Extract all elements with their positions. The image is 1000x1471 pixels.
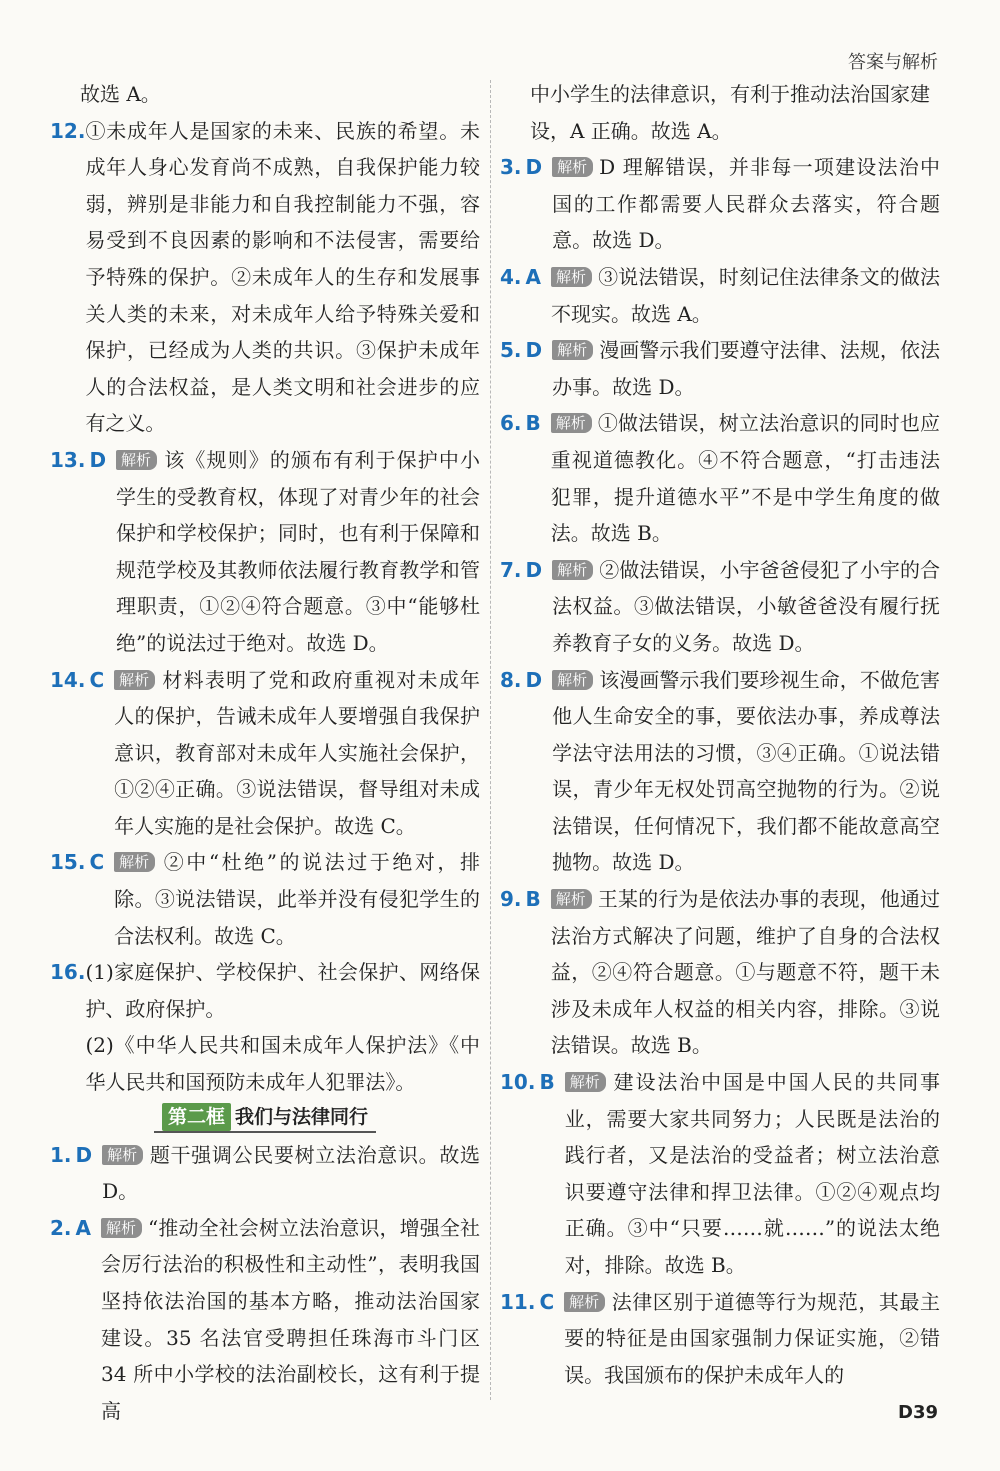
item-number: 3. D bbox=[500, 155, 543, 180]
analysis-tag: 解析 bbox=[552, 157, 593, 177]
right-column bbox=[500, 76, 940, 1393]
item-number: 2. A bbox=[50, 1215, 91, 1240]
answer-item-16 bbox=[50, 954, 480, 1100]
answer-letter: C bbox=[539, 1289, 555, 1314]
analysis-tag: 解析 bbox=[114, 852, 155, 872]
answer-letter: C bbox=[89, 850, 105, 875]
item-text: 解析 建设法治中国是中国人民的共同事业，需要大家共同努力；人民既是法治的践行者，又是法治的受益者；树立法治意识要遵守法律和捍卫法律。①②④观点均正确。③中“只要……就……”的说法太绝对，排除。故选 B。 bbox=[564, 1070, 940, 1277]
answer-letter: D bbox=[525, 667, 543, 692]
answer-item-13 bbox=[50, 442, 480, 662]
answer-letter: D bbox=[525, 155, 543, 180]
item-text: 解析 漫画警示我们要遵守法律、法规，依法办事。故选 D。 bbox=[552, 338, 940, 399]
analysis-tag: 解析 bbox=[552, 340, 593, 360]
column-divider bbox=[490, 80, 491, 1400]
answer-item-s9 bbox=[500, 881, 940, 1064]
item-number: 6. B bbox=[500, 411, 541, 436]
answer-letter: D bbox=[75, 1142, 93, 1167]
answer-item-s1 bbox=[50, 1137, 480, 1210]
item-number: 16. bbox=[50, 960, 86, 985]
item-text: 解析 ②中“杜绝”的说法过于绝对，排除。③说法错误，此举并没有侵犯学生的合法权利。故选 C。 bbox=[114, 850, 480, 948]
analysis-tag: 解析 bbox=[564, 1292, 605, 1312]
analysis-tag: 解析 bbox=[565, 1072, 606, 1092]
answer-item-s2 bbox=[50, 1210, 480, 1430]
item-text: 解析 “推动全社会树立法治意识，增强全社会厉行法治的积极性和主动性”，表明我国坚持依法治国的基本方略，推动法治国家建设。35 名法官受聘担任珠海市斗门区 34 所中小学校的法治副校长，这有利于提高 bbox=[101, 1215, 480, 1423]
answer-item-s6 bbox=[500, 405, 940, 551]
analysis-tag: 解析 bbox=[551, 889, 592, 909]
analysis-tag: 解析 bbox=[101, 1218, 142, 1238]
item-number: 12. bbox=[50, 118, 86, 143]
page-number: D39 bbox=[898, 1402, 938, 1423]
left-column bbox=[50, 76, 480, 1429]
answer-item-s7 bbox=[500, 552, 940, 662]
section-title: 第二框 我们与法律同行 bbox=[154, 1103, 376, 1133]
item-text: 解析 王某的行为是依法办事的表现，他通过法治方式解决了问题，维护了自身的合法权益，②④符合题意。①与题意不符，题干未涉及未成年人权益的相关内容，排除。③说法错误。故选 B。 bbox=[550, 887, 940, 1058]
item-number: 13. D bbox=[50, 447, 107, 472]
section-label: 第二框 bbox=[162, 1103, 231, 1131]
answer-letter: A bbox=[525, 264, 541, 289]
analysis-tag: 解析 bbox=[551, 267, 592, 287]
answer-item-s8 bbox=[500, 662, 940, 882]
answer-letter: A bbox=[75, 1215, 91, 1240]
item-number: 8. D bbox=[500, 667, 543, 692]
analysis-tag: 解析 bbox=[102, 1145, 143, 1165]
answer-item-s11 bbox=[500, 1284, 940, 1394]
item-text: 解析 材料表明了党和政府重视对未成年人的保护，告诫未成年人要增强自我保护意识，教育部对未成年人实施社会保护，①②④正确。③说法错误，督导组对未成年人实施的是社会保护。故选 C。 bbox=[114, 667, 480, 838]
header-title: 答案与解析 bbox=[848, 52, 938, 73]
answer-item-s10 bbox=[500, 1064, 940, 1284]
item-text: (1)家庭保护、学校保护、社会保护、网络保护、政府保护。 (2)《中华人民共和国未成年人保护法》《中华人民共和国预防未成年人犯罪法》。 bbox=[85, 960, 480, 1095]
analysis-tag: 解析 bbox=[552, 670, 593, 690]
item-text: 解析 ②做法错误，小宇爸爸侵犯了小宇的合法权益。③做法错误，小敏爸爸没有履行抚养教育子女的义务。故选 D。 bbox=[552, 557, 940, 655]
answer-letter: D bbox=[525, 338, 543, 363]
answer-item-s4 bbox=[500, 259, 940, 332]
answer-letter: D bbox=[89, 447, 107, 472]
item-text: ①未成年人是国家的未来、民族的希望。未成年人身心发育尚不成熟，自我保护能力较弱，辨别是非能力和自我控制能力不强，容易受到不良因素的影响和不法侵害，需要给予特殊的保护。②未成年人的生存和发展事关人类的未来，对未成年人给予特殊关爱和保护，已经成为人类的共识。③保护未成年人的合法权益，是人类文明和社会进步的应有之义。 bbox=[85, 118, 480, 436]
item-number: 7. D bbox=[500, 557, 543, 582]
item-number: 1. D bbox=[50, 1142, 93, 1167]
answer-item-15 bbox=[50, 844, 480, 954]
item-text: 解析 ③说法错误，时刻记住法律条文的做法不现实。故选 A。 bbox=[551, 264, 940, 326]
item-number: 9. B bbox=[500, 887, 541, 912]
answer-item-s5 bbox=[500, 332, 940, 405]
analysis-tag: 解析 bbox=[551, 413, 592, 433]
answer-letter: D bbox=[525, 557, 543, 582]
answer-letter: B bbox=[525, 887, 541, 912]
item-number: 15. C bbox=[50, 850, 105, 875]
item-text: 解析 该《规则》的颁布有利于保护中小学生的受教育权，体现了对青少年的社会保护和学校保护；同时，也有利于保障和规范学校及其教师依法履行教育教学和管理职责，①②④符合题意。③中“能够杜绝”的说法过于绝对。故选 D。 bbox=[116, 447, 480, 655]
analysis-tag: 解析 bbox=[116, 450, 157, 470]
item-text: 解析 题干强调公民要树立法治意识。故选 D。 bbox=[102, 1142, 480, 1204]
answer-item-14 bbox=[50, 662, 480, 845]
answer-item-s3 bbox=[500, 149, 940, 259]
item-number: 11. C bbox=[500, 1289, 555, 1314]
answer-letter: B bbox=[539, 1070, 555, 1095]
analysis-tag: 解析 bbox=[114, 670, 155, 690]
item-number: 14. C bbox=[50, 667, 105, 692]
analysis-tag: 解析 bbox=[552, 560, 593, 580]
item-number: 5. D bbox=[500, 338, 543, 363]
item-text: 解析 D 理解错误，并非每一项建设法治中国的工作都需要人民群众去落实，符合题意。故选 D。 bbox=[552, 155, 940, 253]
item-number: 4. A bbox=[500, 264, 541, 289]
item-number: 10. B bbox=[500, 1070, 555, 1095]
answer-letter: C bbox=[89, 667, 105, 692]
item-text: 解析 ①做法错误，树立法治意识的同时也应重视道德教化。④不符合题意，“打击违法犯罪，提升道德水平”不是中学生角度的做法。故选 B。 bbox=[550, 411, 940, 546]
continued-text: 中小学生的法律意识，有利于推动法治国家建设，A 正确。故选 A。 bbox=[530, 82, 930, 143]
item-text: 解析 该漫画警示我们要珍视生命，不做危害他人生命安全的事，要依法办事，养成尊法学法守法用法的习惯，③④正确。①说法错误，青少年无权处罚高空抛物的行为。②说法错误，任何情况下，我们都不能故意高空抛物。故选 D。 bbox=[552, 667, 940, 875]
continued-text: 故选 A。 bbox=[80, 82, 161, 106]
answer-item-12 bbox=[50, 113, 480, 442]
section-heading bbox=[50, 1103, 480, 1133]
item-text: 解析 法律区别于道德等行为规范，其最主要的特征是由国家强制力保证实施，②错误。我国颁布的保护未成年人的 bbox=[564, 1289, 940, 1387]
answer-letter: B bbox=[525, 411, 541, 436]
